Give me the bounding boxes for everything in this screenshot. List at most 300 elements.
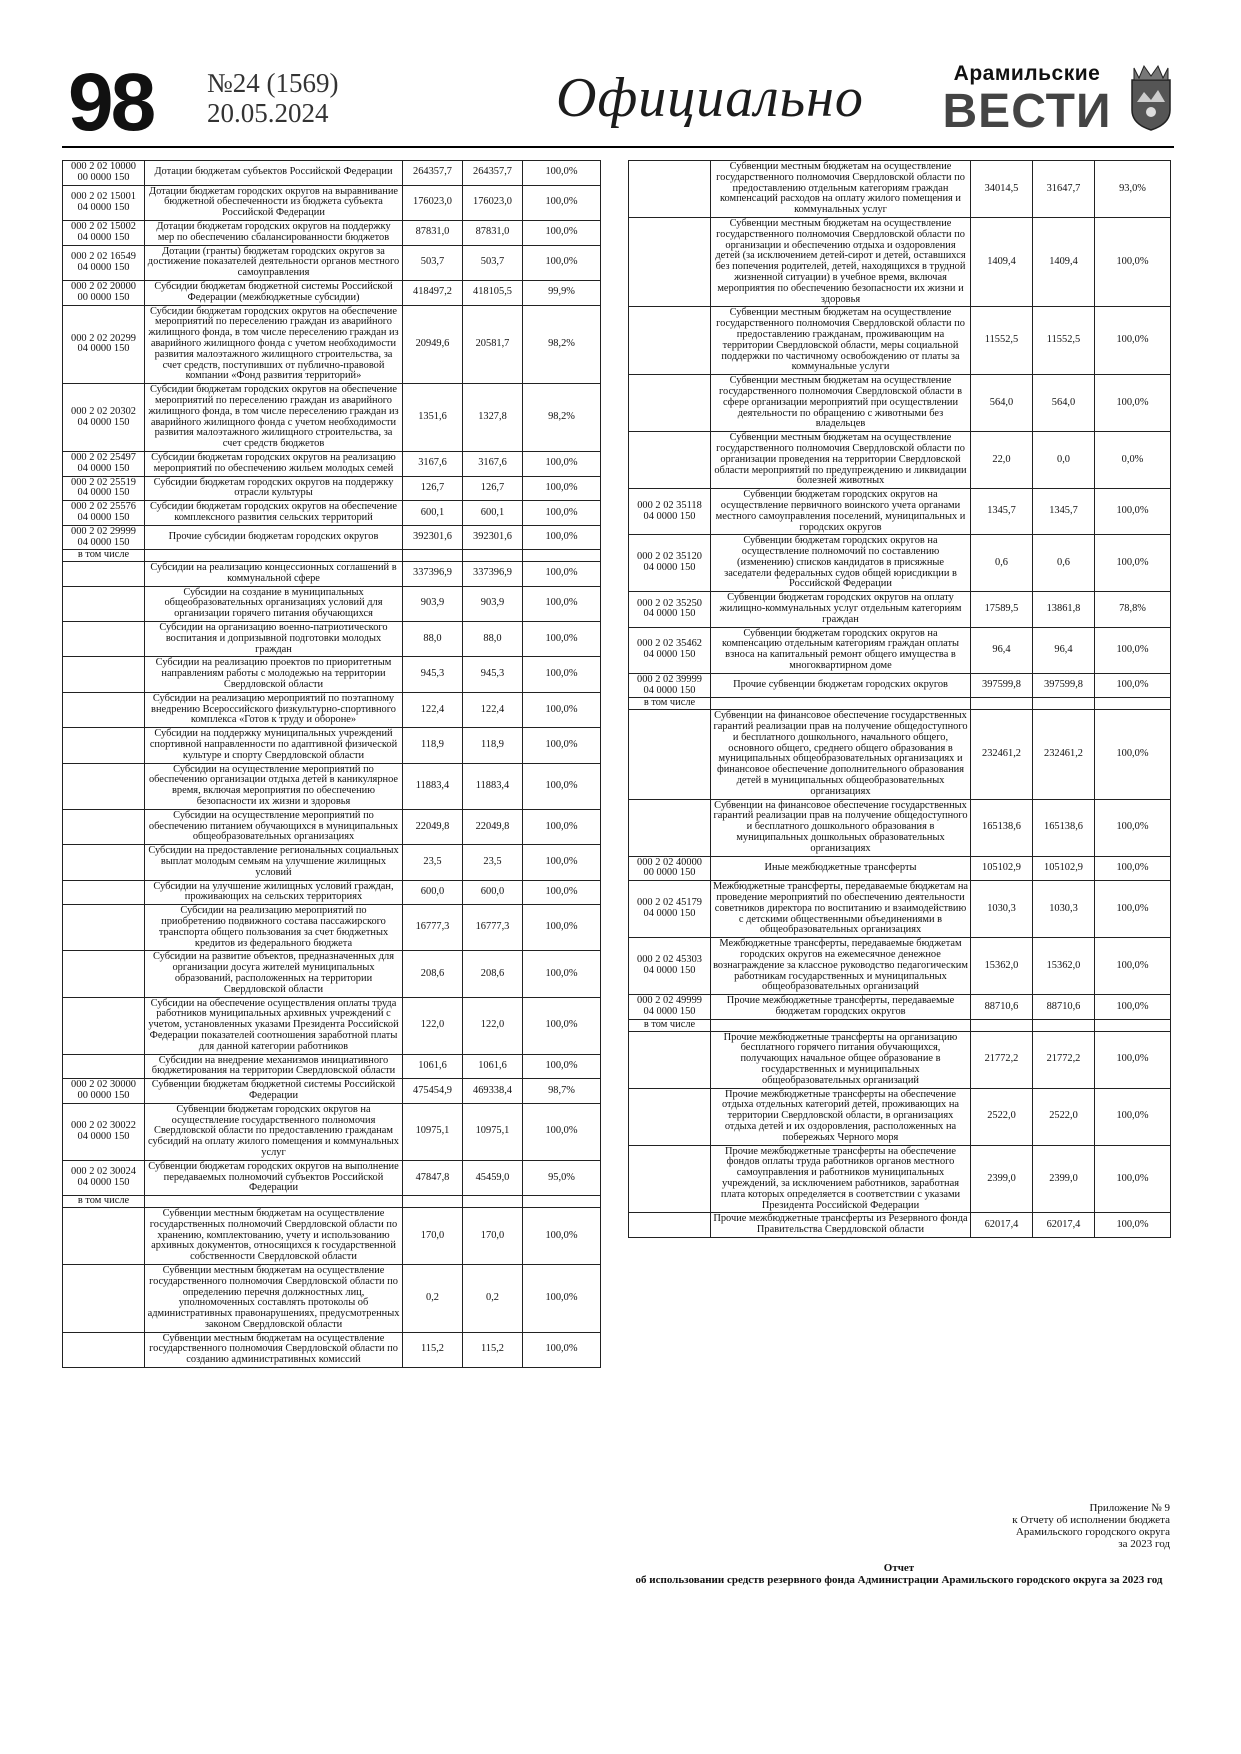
fact-cell: 115,2: [463, 1332, 523, 1367]
table-row: [63, 1207, 601, 1264]
code-cell: 000 2 02 35462 04 0000 150: [629, 627, 711, 673]
code-cell: [63, 728, 145, 763]
percent-cell: 100,0%: [523, 476, 601, 501]
fact-cell: 600,0: [463, 880, 523, 905]
plan-cell: 122,0: [403, 997, 463, 1054]
plan-cell: [403, 1196, 463, 1208]
percent-cell: 100,0%: [523, 525, 601, 550]
code-cell: [63, 763, 145, 809]
fact-cell: 11552,5: [1033, 307, 1095, 375]
percent-cell: 99,9%: [523, 280, 601, 305]
fact-cell: 945,3: [463, 657, 523, 692]
plan-cell: 1351,6: [403, 384, 463, 452]
plan-cell: 264357,7: [403, 161, 463, 186]
fact-cell: 16777,3: [463, 905, 523, 951]
table-row: [63, 280, 601, 305]
table-row: [629, 432, 1171, 489]
fact-cell: 503,7: [463, 245, 523, 280]
code-cell: [63, 562, 145, 587]
table-row: [63, 476, 601, 501]
code-cell: 000 2 02 25519 04 0000 150: [63, 476, 145, 501]
fact-cell: 337396,9: [463, 562, 523, 587]
percent-cell: 100,0%: [1095, 710, 1171, 799]
percent-cell: 100,0%: [1095, 307, 1171, 375]
plan-cell: 47847,8: [403, 1160, 463, 1195]
name-cell: Субвенции бюджетам городских округов на осуществление полномочий по составлению (изменению) списков кандидатов в присяжные заседатели федеральных судов общей юрисдикции в Российской Федерации: [711, 535, 971, 592]
name-cell: Субвенции местным бюджетам на осуществление государственного полномочия Свердловской области по созданию административных комиссий: [145, 1332, 403, 1367]
report-subtitle: об использовании средств резервного фонда Администрации Арамильского городского округа за 2023 год: [635, 1574, 1163, 1586]
table-row: [63, 384, 601, 452]
name-cell: Субсидии на осуществление мероприятий по обеспечению питанием обучающихся в муниципальных общеобразовательных организациях: [145, 809, 403, 844]
coat-of-arms-icon: [1128, 62, 1174, 132]
percent-cell: 100,0%: [523, 880, 601, 905]
name-cell: Субсидии на обеспечение осуществления оплаты труда работников муниципальных архивных учреждений с учетом, установленных указами Президента Российской Федерации показателей соотношения заработной платы для данной категории работников: [145, 997, 403, 1054]
plan-cell: 22049,8: [403, 809, 463, 844]
table-row: [63, 1196, 601, 1208]
name-cell: Прочие субвенции бюджетам городских округов: [711, 673, 971, 698]
name-cell: Субсидии на улучшение жилищных условий граждан, проживающих на сельских территориях: [145, 880, 403, 905]
code-cell: [629, 217, 711, 306]
table-row: [63, 905, 601, 951]
name-cell: Прочие межбюджетные трансферты на обеспечение отдыха отдельных категорий детей, проживающих на территории Свердловской области, в организациях отдыха детей и их оздоровления, расположенных на побережьях Черного моря: [711, 1088, 971, 1145]
table-row: [629, 592, 1171, 627]
percent-cell: 78,8%: [1095, 592, 1171, 627]
fact-cell: 418105,5: [463, 280, 523, 305]
code-cell: 000 2 02 30022 04 0000 150: [63, 1103, 145, 1160]
name-cell: Субвенции бюджетам городских округов на компенсацию отдельным категориям граждан оплаты взноса на капитальный ремонт общего имущества в многоквартирном доме: [711, 627, 971, 673]
fact-cell: [1033, 1019, 1095, 1031]
percent-cell: 98,7%: [523, 1079, 601, 1104]
plan-cell: 118,9: [403, 728, 463, 763]
name-cell: [145, 550, 403, 562]
plan-cell: 903,9: [403, 586, 463, 621]
name-cell: Дотации (гранты) бюджетам городских округов за достижение показателей деятельности органов местного самоуправления: [145, 245, 403, 280]
table-row: [629, 673, 1171, 698]
percent-cell: 100,0%: [523, 809, 601, 844]
plan-cell: 600,0: [403, 880, 463, 905]
code-cell: [63, 845, 145, 880]
percent-cell: 100,0%: [523, 763, 601, 809]
percent-cell: 100,0%: [1095, 489, 1171, 535]
plan-cell: 88710,6: [971, 995, 1033, 1020]
code-cell: 000 2 02 20299 04 0000 150: [63, 305, 145, 384]
name-cell: Субсидии бюджетам бюджетной системы Российской Федерации (межбюджетные субсидии): [145, 280, 403, 305]
table-row: [63, 845, 601, 880]
name-cell: Субвенции местным бюджетам на осуществление государственного полномочия Свердловской области по предоставлению гражданам, проживающим на территории Свердловской области, меры социальной поддержки по частичному освобождению от платы за коммунальные услуги: [711, 307, 971, 375]
percent-cell: [523, 550, 601, 562]
fact-cell: 22049,8: [463, 809, 523, 844]
table-row: [63, 692, 601, 727]
table-row: [63, 728, 601, 763]
name-cell: Субвенции на финансовое обеспечение государственных гарантий реализации прав на получение общедоступного и бесплатного дошкольного, начального общего, основного общего, среднего общего образования в муниципальных общеобразовательных организациях и финансовое обеспечение дополнительного образования детей в муниципальных общеобразовательных организациях: [711, 710, 971, 799]
name-cell: Дотации бюджетам субъектов Российской Федерации: [145, 161, 403, 186]
code-cell: [63, 997, 145, 1054]
plan-cell: 17589,5: [971, 592, 1033, 627]
table-row: [63, 997, 601, 1054]
table-row: [629, 710, 1171, 799]
code-cell: [63, 1207, 145, 1264]
name-cell: Субвенции местным бюджетам на осуществление государственного полномочия Свердловской области по организации и обеспечению отдыха и оздоровления детей (за исключением детей-сирот и детей, оставшихся без попечения родителей, детей, находящихся в трудной жизненной ситуации) в учебное время, включая мероприятия по обеспечению безопасности их жизни и здоровья: [711, 217, 971, 306]
percent-cell: 100,0%: [1095, 1213, 1171, 1238]
page-number: 98: [68, 57, 154, 148]
name-cell: [711, 698, 971, 710]
code-cell: [63, 1054, 145, 1079]
percent-cell: 100,0%: [523, 728, 601, 763]
appendix-note: [868, 1502, 1170, 1550]
fact-cell: 10975,1: [463, 1103, 523, 1160]
code-cell: [63, 809, 145, 844]
code-cell: в том числе: [629, 698, 711, 710]
table-row: [63, 525, 601, 550]
fact-cell: 1345,7: [1033, 489, 1095, 535]
plan-cell: 88,0: [403, 622, 463, 657]
page-header: [62, 57, 1174, 150]
percent-cell: 100,0%: [523, 562, 601, 587]
code-cell: [629, 161, 711, 218]
code-cell: 000 2 02 40000 00 0000 150: [629, 856, 711, 881]
fact-cell: 118,9: [463, 728, 523, 763]
plan-cell: 3167,6: [403, 451, 463, 476]
table-row: [629, 535, 1171, 592]
fact-cell: 564,0: [1033, 375, 1095, 432]
name-cell: Межбюджетные трансферты, передаваемые бюджетам городских округов на ежемесячное денежное вознаграждение за классное руководство педагогическим работникам государственных и муниципальных общеобразовательных организаций: [711, 938, 971, 995]
table-row: [629, 161, 1171, 218]
percent-cell: 100,0%: [523, 1207, 601, 1264]
plan-cell: [971, 1019, 1033, 1031]
percent-cell: 98,2%: [523, 384, 601, 452]
plan-cell: 1409,4: [971, 217, 1033, 306]
fact-cell: 392301,6: [463, 525, 523, 550]
fact-cell: 15362,0: [1033, 938, 1095, 995]
plan-cell: 21772,2: [971, 1031, 1033, 1088]
income-table-left-body: [63, 161, 601, 1368]
plan-cell: 1061,6: [403, 1054, 463, 1079]
percent-cell: 100,0%: [523, 1054, 601, 1079]
table-row: [63, 657, 601, 692]
code-cell: [629, 1145, 711, 1213]
name-cell: Субсидии бюджетам городских округов на обеспечение мероприятий по переселению граждан из аварийного жилищного фонда, в том числе переселению граждан из аварийного жилищного фонда с учетом необходимости развития малоэтажного жилищного строительства, за счет средств бюджетов: [145, 384, 403, 452]
table-row: [629, 1019, 1171, 1031]
fact-cell: [1033, 698, 1095, 710]
newspaper-logo: [937, 62, 1117, 138]
code-cell: [629, 1213, 711, 1238]
section-title: Официально: [556, 67, 864, 129]
table-row: [629, 799, 1171, 856]
percent-cell: 100,0%: [523, 220, 601, 245]
appendix-line: Приложение № 9: [1089, 1502, 1170, 1514]
plan-cell: 10975,1: [403, 1103, 463, 1160]
name-cell: Субвенции бюджетам городских округов на оплату жилищно-коммунальных услуг отдельным категориям граждан: [711, 592, 971, 627]
name-cell: Субсидии на создание в муниципальных общеобразовательных организациях условий для организации горячего питания обучающихся: [145, 586, 403, 621]
income-table-right-body: [629, 161, 1171, 1238]
percent-cell: 100,0%: [523, 1264, 601, 1332]
code-cell: [629, 1031, 711, 1088]
name-cell: Дотации бюджетам городских округов на выравнивание бюджетной обеспеченности из бюджета субъекта Российской Федерации: [145, 185, 403, 220]
plan-cell: 232461,2: [971, 710, 1033, 799]
table-row: [63, 501, 601, 526]
code-cell: 000 2 02 29999 04 0000 150: [63, 525, 145, 550]
fact-cell: 45459,0: [463, 1160, 523, 1195]
fact-cell: 0,2: [463, 1264, 523, 1332]
plan-cell: 23,5: [403, 845, 463, 880]
percent-cell: 100,0%: [523, 845, 601, 880]
table-row: [629, 856, 1171, 881]
name-cell: Субсидии на внедрение механизмов инициативного бюджетирования на территории Свердловской области: [145, 1054, 403, 1079]
code-cell: 000 2 02 45179 04 0000 150: [629, 881, 711, 938]
name-cell: Субсидии на осуществление мероприятий по обеспечению организации отдыха детей в каникулярное время, включая мероприятия по обеспечению безопасности их жизни и здоровья: [145, 763, 403, 809]
code-cell: [63, 692, 145, 727]
code-cell: [63, 586, 145, 621]
fact-cell: 105102,9: [1033, 856, 1095, 881]
percent-cell: 100,0%: [1095, 1031, 1171, 1088]
fact-cell: 13861,8: [1033, 592, 1095, 627]
plan-cell: 20949,6: [403, 305, 463, 384]
code-cell: 000 2 02 30000 00 0000 150: [63, 1079, 145, 1104]
table-row: [629, 627, 1171, 673]
plan-cell: 945,3: [403, 657, 463, 692]
percent-cell: 100,0%: [1095, 881, 1171, 938]
fact-cell: 232461,2: [1033, 710, 1095, 799]
percent-cell: [1095, 698, 1171, 710]
table-row: [629, 938, 1171, 995]
code-cell: [63, 951, 145, 997]
appendix-line: к Отчету об исполнении бюджета: [1012, 1514, 1170, 1526]
name-cell: Субвенции бюджетам городских округов на выполнение передаваемых полномочий субъектов Российской Федерации: [145, 1160, 403, 1195]
percent-cell: [523, 1196, 601, 1208]
fact-cell: 11883,4: [463, 763, 523, 809]
name-cell: Субвенции бюджетам городских округов на осуществление государственного полномочия Свердловской области по предоставлению гражданам субсидий на оплату жилого помещения и коммунальных услуг: [145, 1103, 403, 1160]
name-cell: Субвенции местным бюджетам на осуществление государственных полномочий Свердловской области по хранению, комплектованию, учету и использованию архивных документов, относящихся к государственной собственности Свердловской области: [145, 1207, 403, 1264]
table-row: [629, 1145, 1171, 1213]
plan-cell: 418497,2: [403, 280, 463, 305]
fact-cell: 122,4: [463, 692, 523, 727]
table-row: [629, 375, 1171, 432]
table-row: [629, 698, 1171, 710]
plan-cell: 1030,3: [971, 881, 1033, 938]
plan-cell: 11552,5: [971, 307, 1033, 375]
plan-cell: 2522,0: [971, 1088, 1033, 1145]
percent-cell: 100,0%: [523, 161, 601, 186]
plan-cell: 96,4: [971, 627, 1033, 673]
table-row: [63, 763, 601, 809]
code-cell: в том числе: [63, 550, 145, 562]
table-row: [629, 1213, 1171, 1238]
fact-cell: 2399,0: [1033, 1145, 1095, 1213]
fact-cell: 165138,6: [1033, 799, 1095, 856]
plan-cell: 475454,9: [403, 1079, 463, 1104]
percent-cell: 100,0%: [523, 501, 601, 526]
code-cell: [63, 657, 145, 692]
report-title: Отчет: [883, 1562, 915, 1574]
percent-cell: 100,0%: [523, 185, 601, 220]
table-row: [63, 451, 601, 476]
table-row: [63, 1079, 601, 1104]
percent-cell: 100,0%: [1095, 938, 1171, 995]
name-cell: Дотации бюджетам городских округов на поддержку мер по обеспечению сбалансированности бюджетов: [145, 220, 403, 245]
name-cell: Субвенции местным бюджетам на осуществление государственного полномочия Свердловской области в сфере организации мероприятий при осуществлении деятельности по обращению с животными без владельцев: [711, 375, 971, 432]
plan-cell: 105102,9: [971, 856, 1033, 881]
fact-cell: 1061,6: [463, 1054, 523, 1079]
code-cell: [629, 1088, 711, 1145]
table-row: [629, 489, 1171, 535]
percent-cell: 93,0%: [1095, 161, 1171, 218]
name-cell: Субсидии на поддержку муниципальных учреждений спортивной направленности по адаптивной физической культуре и спорту Свердловской области: [145, 728, 403, 763]
code-cell: [63, 905, 145, 951]
name-cell: Субвенции бюджетам бюджетной системы Российской Федерации: [145, 1079, 403, 1104]
name-cell: Субсидии бюджетам городских округов на обеспечение комплексного развития сельских территорий: [145, 501, 403, 526]
table-row: [63, 562, 601, 587]
fact-cell: 31647,7: [1033, 161, 1095, 218]
percent-cell: 100,0%: [523, 692, 601, 727]
code-cell: 000 2 02 35120 04 0000 150: [629, 535, 711, 592]
issue-number: №24 (1569): [207, 68, 339, 98]
name-cell: Межбюджетные трансферты, передаваемые бюджетам на проведение мероприятий по обеспечению деятельности советников директора по воспитанию и взаимодействию с детскими общественными объединениями в общеобразовательных организациях: [711, 881, 971, 938]
percent-cell: 100,0%: [523, 622, 601, 657]
plan-cell: 208,6: [403, 951, 463, 997]
name-cell: Субсидии бюджетам городских округов на реализацию мероприятий по обеспечению жильем молодых семей: [145, 451, 403, 476]
table-row: [629, 1088, 1171, 1145]
code-cell: 000 2 02 20302 04 0000 150: [63, 384, 145, 452]
percent-cell: 100,0%: [523, 951, 601, 997]
fact-cell: 264357,7: [463, 161, 523, 186]
fact-cell: 96,4: [1033, 627, 1095, 673]
percent-cell: 100,0%: [523, 451, 601, 476]
code-cell: 000 2 02 25576 04 0000 150: [63, 501, 145, 526]
code-cell: [629, 375, 711, 432]
plan-cell: 0,2: [403, 1264, 463, 1332]
plan-cell: 503,7: [403, 245, 463, 280]
plan-cell: 16777,3: [403, 905, 463, 951]
plan-cell: 600,1: [403, 501, 463, 526]
code-cell: [629, 710, 711, 799]
issue-info: [207, 68, 339, 128]
code-cell: 000 2 02 30024 04 0000 150: [63, 1160, 145, 1195]
table-row: [629, 995, 1171, 1020]
fact-cell: 88,0: [463, 622, 523, 657]
fact-cell: 0,0: [1033, 432, 1095, 489]
name-cell: Субвенции местным бюджетам на осуществление государственного полномочия Свердловской области по предоставлению отдельным категориям граждан компенсаций расходов на оплату жилого помещения и коммунальных услуг: [711, 161, 971, 218]
name-cell: Субвенции на финансовое обеспечение государственных гарантий реализации прав на получение общедоступного и бесплатного дошкольного образования в муниципальных дошкольных образовательных организациях: [711, 799, 971, 856]
percent-cell: 100,0%: [1095, 799, 1171, 856]
plan-cell: 564,0: [971, 375, 1033, 432]
income-table-right: [628, 160, 1171, 1238]
table-row: [63, 880, 601, 905]
fact-cell: 0,6: [1033, 535, 1095, 592]
code-cell: 000 2 02 35250 04 0000 150: [629, 592, 711, 627]
name-cell: Прочие межбюджетные трансферты, передаваемые бюджетам городских округов: [711, 995, 971, 1020]
table-row: [63, 305, 601, 384]
name-cell: Субсидии на реализацию мероприятий по приобретению подвижного состава пассажирского транспорта общего пользования за счет бюджетных кредитов из федерального бюджета: [145, 905, 403, 951]
code-cell: [63, 622, 145, 657]
issue-date: 20.05.2024: [207, 98, 329, 128]
table-row: [629, 1031, 1171, 1088]
plan-cell: 122,4: [403, 692, 463, 727]
code-cell: 000 2 02 45303 04 0000 150: [629, 938, 711, 995]
table-row: [63, 185, 601, 220]
percent-cell: 100,0%: [1095, 1145, 1171, 1213]
fact-cell: 87831,0: [463, 220, 523, 245]
plan-cell: 62017,4: [971, 1213, 1033, 1238]
percent-cell: 100,0%: [1095, 375, 1171, 432]
table-row: [629, 881, 1171, 938]
fact-cell: 600,1: [463, 501, 523, 526]
plan-cell: [971, 698, 1033, 710]
code-cell: 000 2 02 15002 04 0000 150: [63, 220, 145, 245]
percent-cell: 100,0%: [1095, 673, 1171, 698]
percent-cell: 95,0%: [523, 1160, 601, 1195]
table-row: [63, 951, 601, 997]
name-cell: Субсидии бюджетам городских округов на поддержку отрасли культуры: [145, 476, 403, 501]
table-row: [629, 307, 1171, 375]
table-row: [63, 220, 601, 245]
percent-cell: 100,0%: [523, 245, 601, 280]
name-cell: Прочие субсидии бюджетам городских округов: [145, 525, 403, 550]
code-cell: 000 2 02 25497 04 0000 150: [63, 451, 145, 476]
percent-cell: 100,0%: [523, 586, 601, 621]
percent-cell: 100,0%: [523, 997, 601, 1054]
name-cell: Субвенции бюджетам городских округов на осуществление первичного воинского учета органами местного самоуправления поселений, муниципальных и городских округов: [711, 489, 971, 535]
name-cell: Иные межбюджетные трансферты: [711, 856, 971, 881]
name-cell: Субсидии на предоставление региональных социальных выплат молодым семьям на улучшение жилищных условий: [145, 845, 403, 880]
name-cell: Субвенции местным бюджетам на осуществление государственного полномочия Свердловской области по определению перечня должностных лиц, уполномоченных составлять протоколы об административных правонарушениях, предусмотренных законом Свердловской области: [145, 1264, 403, 1332]
plan-cell: [403, 550, 463, 562]
fact-cell: 397599,8: [1033, 673, 1095, 698]
fact-cell: 2522,0: [1033, 1088, 1095, 1145]
percent-cell: 100,0%: [1095, 1088, 1171, 1145]
fact-cell: 176023,0: [463, 185, 523, 220]
table-row: [63, 809, 601, 844]
code-cell: в том числе: [629, 1019, 711, 1031]
percent-cell: 98,2%: [523, 305, 601, 384]
appendix-line: Арамильского городского округа: [1015, 1526, 1170, 1538]
name-cell: Субсидии на реализацию концессионных соглашений в коммунальной сфере: [145, 562, 403, 587]
fact-cell: 1327,8: [463, 384, 523, 452]
code-cell: 000 2 02 16549 04 0000 150: [63, 245, 145, 280]
code-cell: 000 2 02 20000 00 0000 150: [63, 280, 145, 305]
fact-cell: 126,7: [463, 476, 523, 501]
plan-cell: 176023,0: [403, 185, 463, 220]
fact-cell: 88710,6: [1033, 995, 1095, 1020]
percent-cell: [1095, 1019, 1171, 1031]
fact-cell: 3167,6: [463, 451, 523, 476]
plan-cell: 337396,9: [403, 562, 463, 587]
table-row: [63, 1054, 601, 1079]
plan-cell: 126,7: [403, 476, 463, 501]
code-cell: [63, 1264, 145, 1332]
income-table-left: [62, 160, 601, 1368]
table-row: [63, 622, 601, 657]
fact-cell: 1030,3: [1033, 881, 1095, 938]
code-cell: 000 2 02 15001 04 0000 150: [63, 185, 145, 220]
code-cell: 000 2 02 35118 04 0000 150: [629, 489, 711, 535]
code-cell: 000 2 02 49999 04 0000 150: [629, 995, 711, 1020]
logo-main-text: ВЕСТИ: [942, 85, 1112, 138]
plan-cell: 2399,0: [971, 1145, 1033, 1213]
percent-cell: 100,0%: [1095, 217, 1171, 306]
fact-cell: [463, 1196, 523, 1208]
percent-cell: 100,0%: [1095, 995, 1171, 1020]
fact-cell: 21772,2: [1033, 1031, 1095, 1088]
table-row: [63, 1103, 601, 1160]
code-cell: [629, 432, 711, 489]
code-cell: [63, 1332, 145, 1367]
logo-top-text: Арамильские: [953, 62, 1101, 85]
table-row: [63, 161, 601, 186]
percent-cell: 100,0%: [1095, 627, 1171, 673]
plan-cell: 1345,7: [971, 489, 1033, 535]
fact-cell: 20581,7: [463, 305, 523, 384]
fact-cell: 23,5: [463, 845, 523, 880]
